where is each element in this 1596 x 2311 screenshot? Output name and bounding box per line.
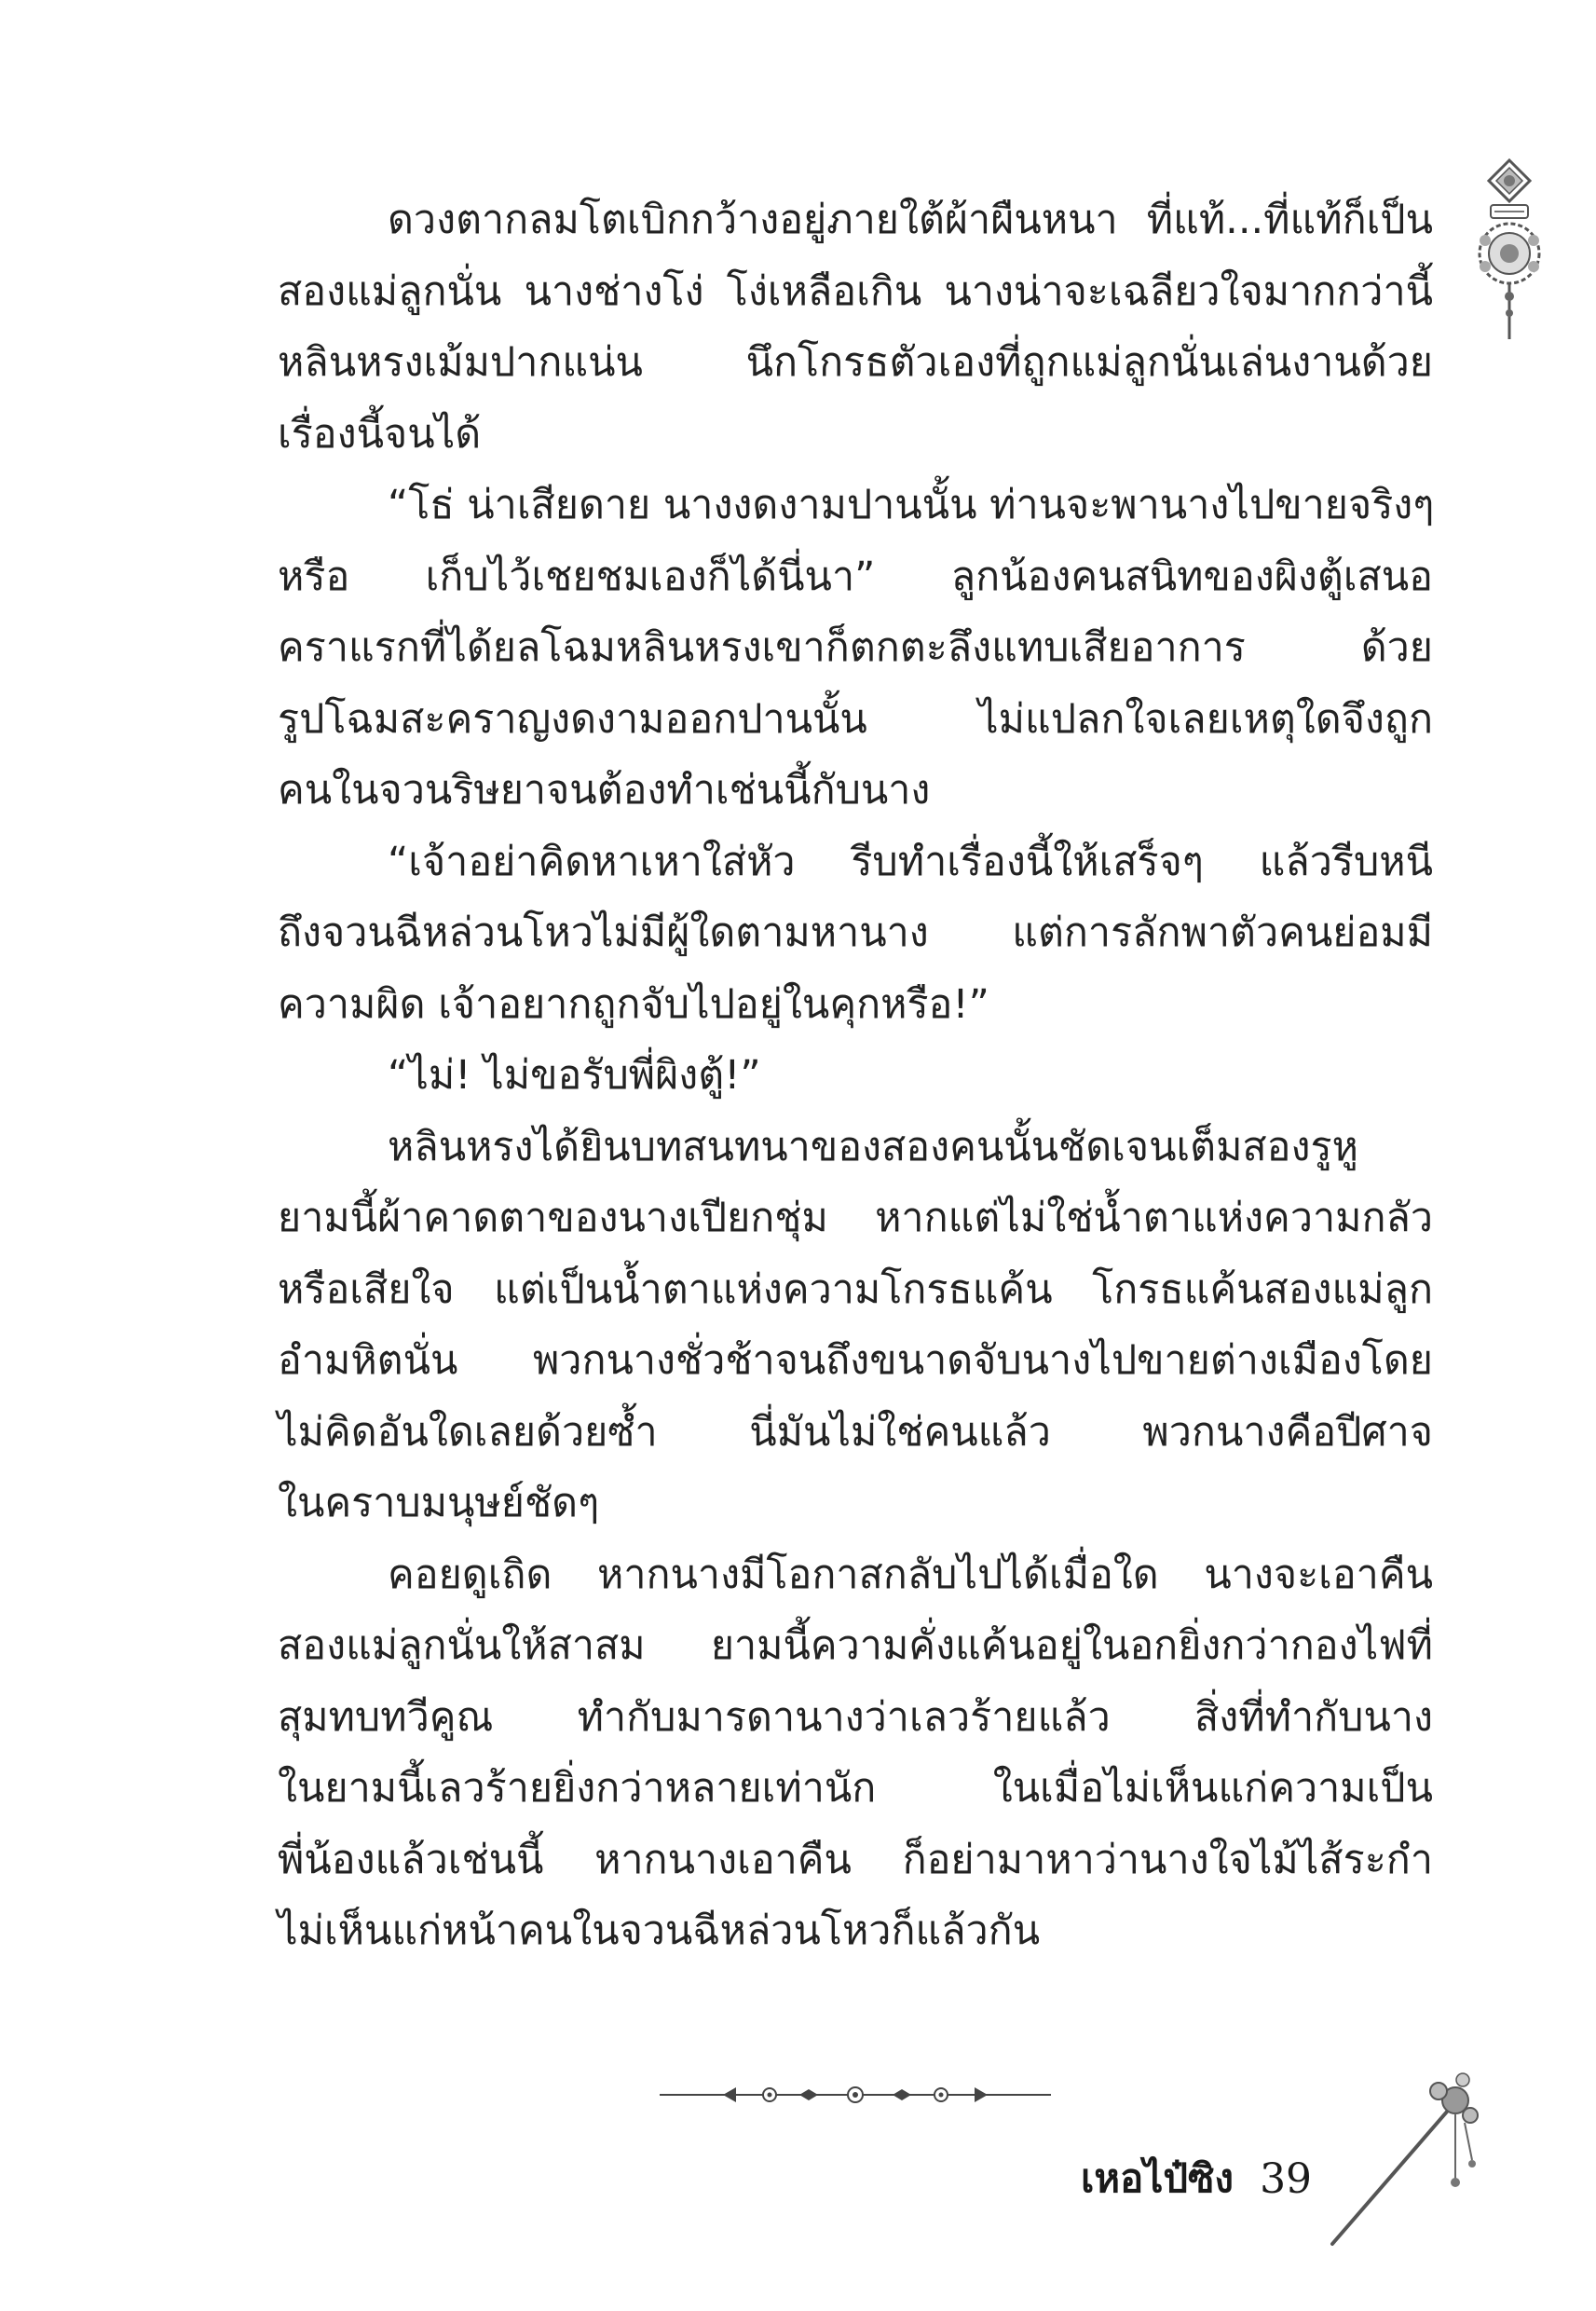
text-line: คอยดูเถิด หากนางมีโอกาสกลับไปได้เมื่อใด นางจะเอาคืน	[388, 1551, 1433, 1598]
text-line: ในคราบมนุษย์ชัดๆ	[278, 1480, 600, 1526]
text-line: คนในจวนริษยาจนต้องทำเช่นนี้กับนาง	[278, 767, 931, 814]
hairpin-ornament-icon	[1323, 2067, 1481, 2253]
section-divider-ornament	[660, 2076, 1051, 2113]
text-line: “เจ้าอย่าคิดหาเหาใส่หัว รีบทำเรื่องนี้ให้เสร็จๆ แล้วรีบหนี	[388, 838, 1433, 885]
running-title: เหอไป๋ซิง	[1081, 2155, 1235, 2201]
page-footer	[1081, 2151, 1312, 2207]
text-line: ดวงตากลมโตเบิกกว้างอยู่ภายใต้ผ้าผืนหนา ที่แท้...ที่แท้ก็เป็น	[388, 197, 1433, 243]
text-line: เรื่องนี้จนได้	[278, 410, 482, 458]
text-line: พี่น้องแล้วเช่นนี้ หากนางเอาคืน ก็อย่ามาหาว่านางใจไม้ไส้ระกำ	[278, 1836, 1433, 1883]
text-line: หลินหรงได้ยินบทสนทนาของสองคนนั้นชัดเจนเต็มสองรูหู	[388, 1123, 1358, 1170]
text-line: ในยามนี้เลวร้ายยิ่งกว่าหลายเท่านัก ในเมื่อไม่เห็นแก่ความเป็น	[278, 1765, 1433, 1812]
text-line: ไม่คิดอันใดเลยด้วยซ้ำ นี่มันไม่ใช่คนแล้ว พวกนางคือปีศาจ	[278, 1408, 1433, 1456]
text-line: ถึงจวนฉีหล่วนโหวไม่มีผู้ใดตามหานาง แต่การลักพาตัวคนย่อมมี	[278, 909, 1433, 956]
text-line: สุมทบทวีคูณ ทำกับมารดานางว่าเลวร้ายแล้ว สิ่งที่ทำกับนาง	[278, 1693, 1433, 1741]
text-line: หรือเสียใจ แต่เป็นน้ำตาแห่งความโกรธแค้น โกรธแค้นสองแม่ลูก	[278, 1265, 1433, 1313]
text-line: รูปโฉมสะคราญงดงามออกปานนั้น ไม่แปลกใจเลยเหตุใดจึงถูก	[278, 695, 1433, 743]
text-line: สองแม่ลูกนั่น นางช่างโง่ โง่เหลือเกิน นางน่าจะเฉลียวใจมากกว่านี้	[278, 267, 1433, 315]
text-line: ยามนี้ผ้าคาดตาของนางเปียกชุ่ม หากแต่ไม่ใช่น้ำตาแห่งความกลัว	[278, 1195, 1433, 1241]
corner-ornament-icon	[1470, 157, 1548, 343]
page-number: 39	[1260, 2154, 1313, 2203]
text-line: อำมหิตนั่น พวกนางชั่วช้าจนถึงขนาดจับนางไปขายต่างเมืองโดย	[278, 1337, 1433, 1384]
text-line: คราแรกที่ได้ยลโฉมหลินหรงเขาก็ตกตะลึงแทบเสียอาการ ด้วย	[278, 624, 1433, 671]
text-line: ความผิด เจ้าอยากถูกจับไปอยู่ในคุกหรือ!”	[278, 980, 989, 1028]
text-line: หลินหรงเม้มปากแน่น นึกโกรธตัวเองที่ถูกแม่ลูกนั่นเล่นงานด้วย	[278, 339, 1433, 386]
body-text	[278, 185, 1433, 1967]
text-line: สองแม่ลูกนั่นให้สาสม ยามนี้ความคั่งแค้นอยู่ในอกยิ่งกว่ากองไฟที่	[278, 1622, 1433, 1669]
text-line: “ไม่! ไม่ขอรับพี่ผิงตู้!”	[388, 1052, 761, 1099]
text-line: หรือ เก็บไว้เชยชมเองก็ได้นี่นา” ลูกน้องคนสนิทของผิงตู้เสนอ	[278, 553, 1433, 600]
text-line: ไม่เห็นแก่หน้าคนในจวนฉีหล่วนโหวก็แล้วกัน	[278, 1908, 1041, 1954]
text-line: “โธ่ น่าเสียดาย นางงดงามปานนั้น ท่านจะพานางไปขายจริงๆ	[388, 482, 1435, 528]
